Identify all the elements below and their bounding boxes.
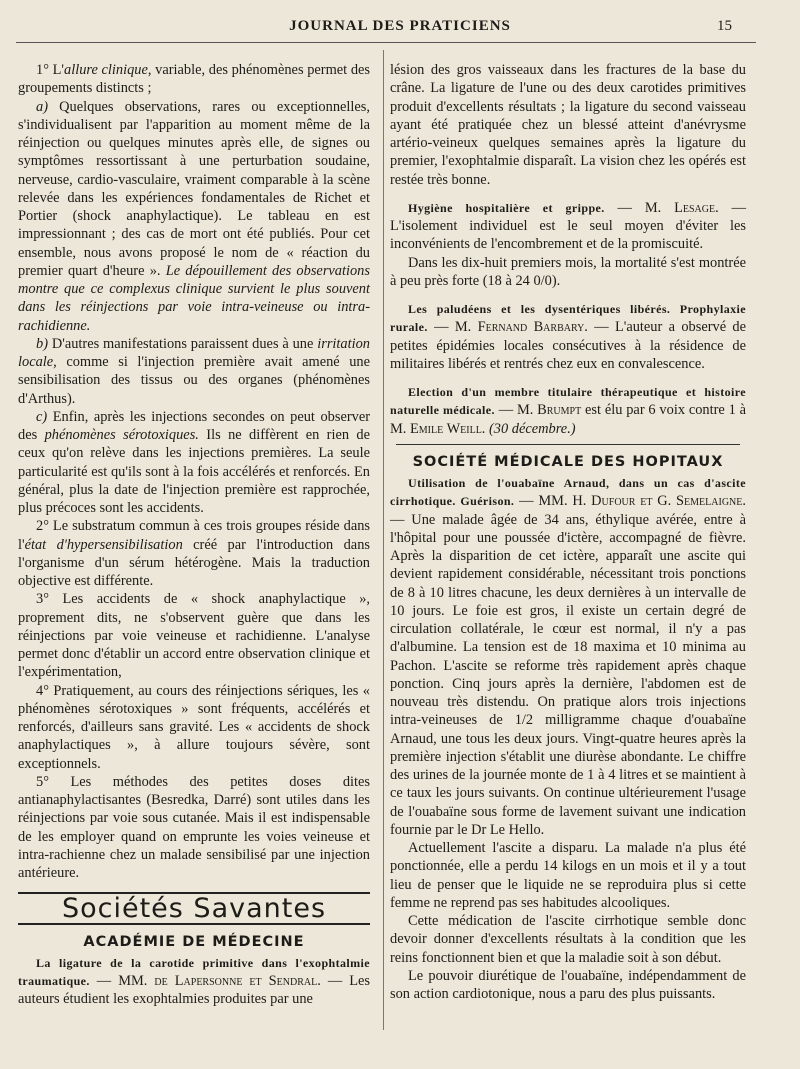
paragraph: Actuellement l'ascite a disparu. La malade n'a plus été ponctionnée, elle a perdu 14 kilogs en un mois et il y a tout lieu de penser que le liquide ne se reproduira plus si cette femme ne reprend pas ses habitudes alcooliques. — [390, 840, 746, 911]
paragraph: Le pouvoir diurétique de l'ouabaïne, indépendamment de son action cardiotonique, nous a paru des plus puissants. — [390, 967, 746, 1002]
section-rule — [396, 444, 740, 445]
paragraph: Dans les dix-huit premiers mois, la mortalité s'est montrée à peu près forte (18 à 24 0/0). — [390, 254, 746, 289]
article-paludeens: Les paludéens et les dysentériques libérés. Prophylaxie rurale. — M. Fernand Barbary. — L'auteur a observé de petites épidémies locales consécutives à la résidence de militaires libérés et rentrés chez eux en convalescence. — [390, 302, 747, 372]
paragraph: 3° Les accidents de « shock anaphylactique », proprement dits, ne s'observent guère que dans les réinjections par voie veineuse et rachidienne. L'analyse permet donc d'établir un accord entre observation clinique et l'expérimentation, — [18, 591, 370, 681]
article-carotide: La ligature de la carotide primitive dans l'exophtalmie traumatique. — MM. de Lapersonne et Sendral. — Les auteurs étudient les exophtalmies produites par une — [18, 955, 370, 1008]
paragraph: a) Quelques observations, rares ou exceptionnelles, s'individualisent par l'apparition au moment même de la réinjection ou quelques minutes après elle, de signes ou symptômes ressortissant à une perturbation soudaine, nerveuse, cardio-vasculaire, vraiment comparable à la scène relevée dans les expériences fondamentales de Richet et Portier (shock anaphylactique). Le tableau en est impressionnant ; des cas de mort ont été publiés. Pour cet ensemble, nous avons proposé le nom de « réaction du premier quart d'heure ». Le dépouillement des observations montre que ce complexus clinique survient le plus souvent dans les réinjections par voie intra-veineuse ou intra-rachidienne. — [18, 98, 370, 334]
paragraph: 1° L'allure clinique, variable, des phénomènes permet des groupements distincts ; — [18, 62, 371, 97]
journal-title: JOURNAL DES PRATICIENS — [289, 18, 511, 34]
paragraph: b) D'autres manifestations paraissent dues à une irritation locale, comme si l'injection première avait amené une sensibilisation des tissus ou des organes (phénomènes d'Arthus). — [18, 335, 370, 407]
section-banner: Sociétés Savantes — [18, 892, 370, 924]
paragraph: 5° Les méthodes des petites doses dites antianaphylactisantes (Besredka, Darré) sont utiles dans les réinjections par voie sous cutanée. Mais il est indispensable de les employer quand on emprunte les voies veineuse et intra-rachienne chez un malade sensibilisé par une injection antérieure. — [18, 773, 370, 881]
section-title-academie: ACADÉMIE DE MÉDECINE — [83, 933, 305, 950]
page-header — [0, 18, 800, 42]
article-ouabaine: Utilisation de l'ouabaïne Arnaud, dans un cas d'ascite cirrhotique. Guérison. — MM. H. Dufour et G. Semelaigne. — Une malade âgée de 34 ans, éthylique avérée, entre à l'hôpital pour une poussée d'ictère, accompagné de fièvre. Après la disparition de cet ictère, apparaît une ascite qui devient rapidement considérable, nécessitant trois ponctions de 8 à 10 litres chacune, les deux dernières à un intervalle de 10 jours. Le foie est gros, il existe un certain degré de circulation collatérale, le cœur est normal, il n'y a pas d'albumine. La tension est de 18 maxima et 10 minima au Pachon. L'ascite se reforme très rapidement après chaque ponction. Cinq jours après la dernière, l'abdomen est de nouveau très distendu. On pratique alors trois injections intra-veineuses de 1/2 milligramme chaque d'ouabaïne Arnaud, une tous les deux jours. Vingt-quatre heures après la première injection s'établit une diurèse abondante. Le chiffre des urines de la journée monte de 1 à 4 litres et se maintient à ce taux les jours suivants. On continue ultérieurement l'usage de l'ouabaïne sous forme de lavement suivant une indication fournie par le Dr Le Hello. — [390, 476, 746, 838]
paragraph: c) Enfin, après les injections secondes on peut observer des phénomènes sérotoxiques. Ils ne diffèrent en rien de ceux qu'on relève dans les injections premières. La seule particularité est qu'ils sont à la fois accélérés et renforcés. En général, plus la date de l'injection première est rapprochée, plus précoces sont les accidents. — [18, 408, 370, 516]
left-column — [18, 61, 370, 1009]
page-number: 15 — [717, 18, 732, 34]
article-carotide-continued: lésion des gros vaisseaux dans les fractures de la base du crâne. La ligature de l'une ou des deux carotides primitives produit d'excellents résultats ; la ligature du second vaisseau ayant été pratiquée chez un blessé atteint d'anévrysme artério-veineux quelques semaines après la ligature du premier, l'exophtalmie disparaît. La vision chez les opérés est restée très bonne. — [390, 62, 746, 188]
section-title-hopitaux: SOCIÉTÉ MÉDICALE DES HOPITAUX — [412, 453, 724, 470]
article-election: Election d'un membre titulaire thérapeutique et histoire naturelle médicale. — M. Brumpt est élu par 6 voix contre 1 à M. Emile Weill. (30 décembre.) — [390, 385, 746, 437]
paragraph: 4° Pratiquement, au cours des réinjections sériques, les « phénomènes sérotoxiques » sont fréquents, accélérés et renforcés, d'ailleurs sans gravité. Les « accidents de shock anaphylactiques », à allure toujours sévère, sont exceptionnels. — [18, 682, 370, 772]
article-hygiene: Hygiène hospitalière et grippe. — M. Lesage. — L'isolement individuel est le seul moyen d'éviter les inconvénients de l'encombrement et de la promiscuité. — [390, 199, 746, 253]
paragraph: Cette médication de l'ascite cirrhotique semble donc devoir donner d'excellents résultats à la condition que les reins fonctionnent bien et que la maladie soit à son début. — [390, 913, 746, 966]
right-column — [390, 61, 746, 1003]
header-rule — [16, 42, 756, 43]
paragraph: 2° Le substratum commun à ces trois groupes réside dans l'état d'hypersensibilisation créé par l'introduction dans l'organisme d'un sérum hétérogène. Mais la traduction objective est différente. — [18, 518, 370, 589]
column-divider — [383, 50, 384, 1030]
